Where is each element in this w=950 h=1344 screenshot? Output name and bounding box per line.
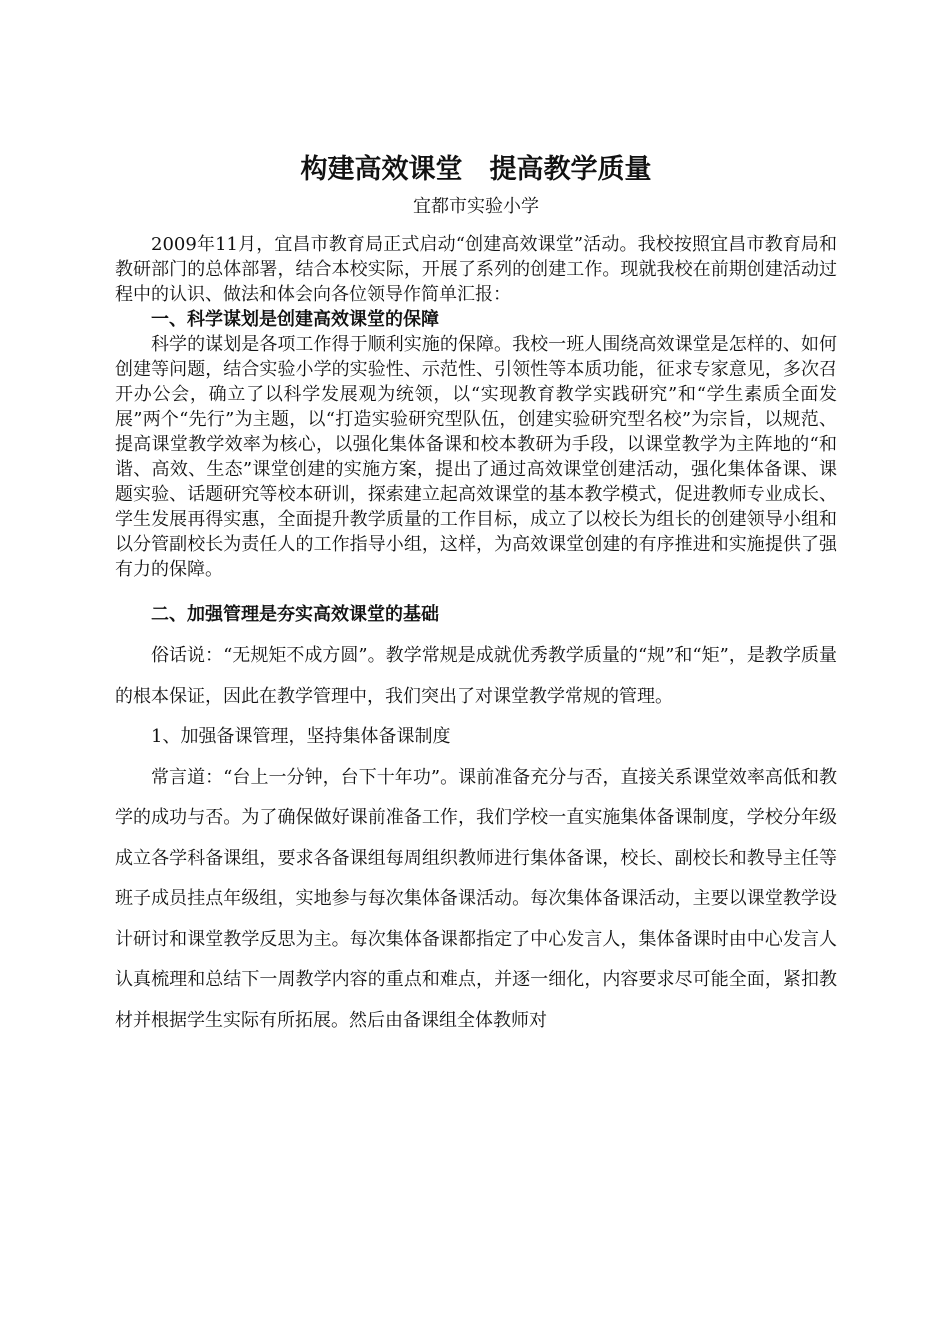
document-page — [115, 150, 837, 1041]
intro-paragraph: 2009年11月，宜昌市教育局正式启动“创建高效课堂”活动。我校按照宜昌市教育局和教研部门的总体部署，结合本校实际，开展了系列的创建工作。现就我校在前期创建活动过程中的认识、做法和体会向各位领导作简单汇报： — [115, 234, 837, 305]
tight-section — [115, 232, 837, 582]
loose-section — [115, 594, 837, 1041]
document-title: 构建高效课堂 提高教学质量 — [300, 154, 652, 185]
section-2-heading: 二、加强管理是夯实高效课堂的基础 — [151, 604, 439, 625]
subsection-1-heading: 1、加强备课管理，坚持集体备课制度 — [151, 726, 451, 747]
section-1-heading: 一、科学谋划是创建高效课堂的保障 — [151, 309, 439, 330]
section-2-paragraph: 俗话说：“无规矩不成方圆”。教学常规是成就优秀教学质量的“规”和“矩”，是教学质量的根本保证，因此在教学管理中，我们突出了对课堂教学常规的管理。 — [115, 645, 837, 707]
subsection-1-paragraph: 常言道：“台上一分钟，台下十年功”。课前准备充分与否，直接关系课堂效率高低和教学的成功与否。为了确保做好课前准备工作，我们学校一直实施集体备课制度，学校分年级成立各学科备课组，要求各备课组每周组织教师进行集体备课，校长、副校长和教导主任等班子成员挂点年级组，实地参与每次集体备课活动。每次集体备课活动，主要以课堂教学设计研讨和课堂教学反思为主。每次集体备课都指定了中心发言人，集体备课时由中心发言人认真梳理和总结下一周教学内容的重点和难点，并逐一细化，内容要求尽可能全面，紧扣教材并根据学生实际有所拓展。然后由备课组全体教师对 — [115, 766, 837, 1031]
section-1-paragraph: 科学的谋划是各项工作得于顺利实施的保障。我校一班人围绕高效课堂是怎样的、如何创建等问题，结合实验小学的实验性、示范性、引领性等本质功能，征求专家意见，多次召开办公会，确立了以科学发展观为统领，以“实现教育教学实践研究”和“学生素质全面发展”两个“先行”为主题，以“打造实验研究型队伍，创建实验研究型名校”为宗旨，以规范、提高课堂教学效率为核心，以强化集体备课和校本教研为手段，以课堂教学为主阵地的“和谐、高效、生态”课堂创建的实施方案，提出了通过高效课堂创建活动，强化集体备课、课题实验、话题研究等校本研训，探索建立起高效课堂的基本教学模式，促进教师专业成长、学生发展再得实惠，全面提升教学质量的工作目标，成立了以校长为组长的创建领导小组和以分管副校长为责任人的工作指导小组，这样，为高效课堂创建的有序推进和实施提供了强有力的保障。 — [115, 334, 837, 580]
document-author: 宜都市实验小学 — [413, 196, 539, 217]
